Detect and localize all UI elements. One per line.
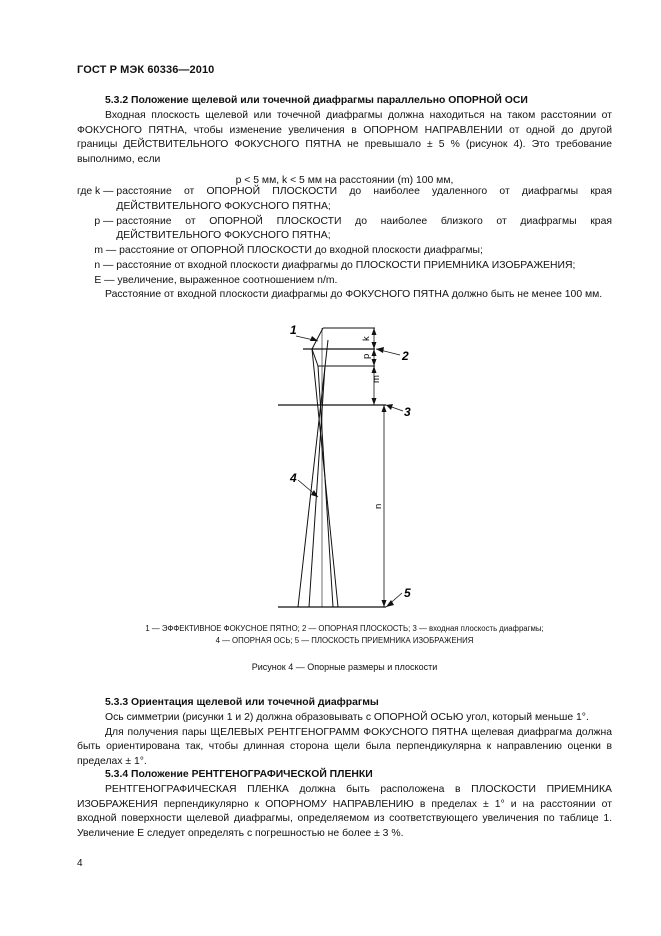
- definition-text: увеличение, выраженное соотношением n/m.: [117, 274, 338, 286]
- document-header: ГОСТ Р МЭК 60336—2010: [77, 64, 215, 76]
- dim-p: p: [361, 353, 372, 359]
- figure-label-1: 1: [290, 323, 297, 337]
- paragraph: РЕНТГЕНОГРАФИЧЕСКАЯ ПЛЕНКА должна быть расположена в ПЛОСКОСТИ ПРИЕМНИКА ИЗОБРАЖЕНИЯ перпендикулярно к ОПОРНОМУ НАПРАВЛЕНИЮ в пределах ± 1° и на расстоянии от входной поверхности щелевой диафрагмы, определяемом из соответствующего увеличения по таблице 1. Увеличение E следует определять с погрешностью не более ± 3 %.: [77, 783, 612, 840]
- definition-text: расстояние от входной плоскости диафрагмы до ПЛОСКОСТИ ПРИЕМНИКА ИЗОБРАЖЕНИЯ;: [116, 259, 576, 271]
- arrow-head: [372, 398, 377, 405]
- paragraph: Ось симметрии (рисунки 1 и 2) должна образовывать с ОПОРНОЙ ОСЬЮ угол, который меньше 1°.: [105, 711, 589, 723]
- definition-text: расстояние от ОПОРНОЙ ПЛОСКОСТИ до наиболее удаленного от диафрагмы края ДЕЙСТВИТЕЛЬНОГО ФОКУСНОГО ПЯТНА;: [116, 186, 612, 212]
- section-heading: 5.3.2 Положение щелевой или точечной диафрагмы параллельно ОПОРНОЙ ОСИ: [105, 95, 528, 106]
- arrow-head: [386, 404, 393, 410]
- arrow-head: [372, 328, 377, 335]
- section-5-3-3: [77, 696, 612, 770]
- figure-label-2: 2: [402, 349, 409, 363]
- definition-label: p —: [77, 215, 117, 227]
- arrow-head: [372, 366, 377, 373]
- paragraph: Входная плоскость щелевой или точечной диафрагмы должна находиться на таком расстоянии от ФОКУСНОГО ПЯТНА, чтобы изменение увеличения в ОПОРНОМ НАПРАВЛЕНИИ от одной до другой границы ДЕЙСТВИТЕЛЬНОГО ФОКУСНОГО ПЯТНА не превышало ± 5 % (рисунок 4). Это требование выполнимо, если: [77, 109, 612, 166]
- arrow-head: [382, 405, 387, 412]
- definition-text: расстояние от ОПОРНОЙ ПЛОСКОСТИ до наиболее близкого от диафрагмы края ДЕЙСТВИТЕЛЬНОГО ФОКУСНОГО ПЯТНА;: [116, 215, 612, 242]
- dim-k: k: [361, 336, 372, 341]
- definition-label: где k —: [77, 186, 117, 197]
- legend-line-2: 4 — ОПОРНАЯ ОСЬ; 5 — ПЛОСКОСТЬ ПРИЕМНИКА ИЗОБРАЖЕНИЯ: [215, 636, 474, 646]
- ray-line: [318, 366, 333, 607]
- definition-label: m —: [77, 245, 120, 257]
- page-number: 4: [77, 858, 83, 869]
- formula: p < 5 мм, k < 5 мм на расстоянии (m) 100 мм,: [235, 174, 454, 186]
- paragraph: Расстояние от входной плоскости диафрагмы до ФОКУСНОГО ПЯТНА должно быть не менее 100 мм.: [105, 289, 603, 301]
- arrow-head: [372, 342, 377, 349]
- legend-line-1: 1 — ЭФФЕКТИВНОЕ ФОКУСНОЕ ПЯТНО; 2 — ОПОРНАЯ ПЛОСКОСТЬ; 3 — входная плоскость диафрагмы;: [145, 624, 544, 633]
- arrow-head: [372, 359, 377, 366]
- figure-title: Рисунок 4 — Опорные размеры и плоскости: [251, 662, 438, 672]
- section-heading: 5.3.3 Ориентация щелевой или точечной диафрагмы: [105, 697, 379, 708]
- figure-label-5: 5: [404, 586, 411, 600]
- arrow-head: [376, 347, 384, 353]
- arrow-head: [310, 336, 318, 341]
- figure-label-4: 4: [290, 471, 297, 485]
- arrow-head: [382, 600, 387, 607]
- dim-m: m: [371, 375, 382, 383]
- dim-n: n: [373, 503, 384, 509]
- ray-line: [298, 340, 328, 607]
- arrow-head: [372, 349, 377, 356]
- figure-legend: [77, 623, 612, 647]
- definition-text: расстояние от ОПОРНОЙ ПЛОСКОСТИ до входной плоскости диафрагмы;: [119, 245, 483, 257]
- paragraph: Для получения пары ЩЕЛЕВЫХ РЕНТГЕНОГРАММ ФОКУСНОГО ПЯТНА щелевая диафрагма должна быть ориентирована так, чтобы длинная сторона щели была перпендикулярна к направлению оценки в пределах ± 1°.: [77, 726, 612, 768]
- figure-label-3: 3: [404, 405, 411, 419]
- definition-label: n —: [77, 259, 117, 271]
- definition-label: E —: [77, 274, 118, 286]
- section-5-3-4: [77, 768, 612, 842]
- section-heading: 5.3.4 Положение РЕНТГЕНОГРАФИЧЕСКОЙ ПЛЕНКИ: [105, 769, 373, 780]
